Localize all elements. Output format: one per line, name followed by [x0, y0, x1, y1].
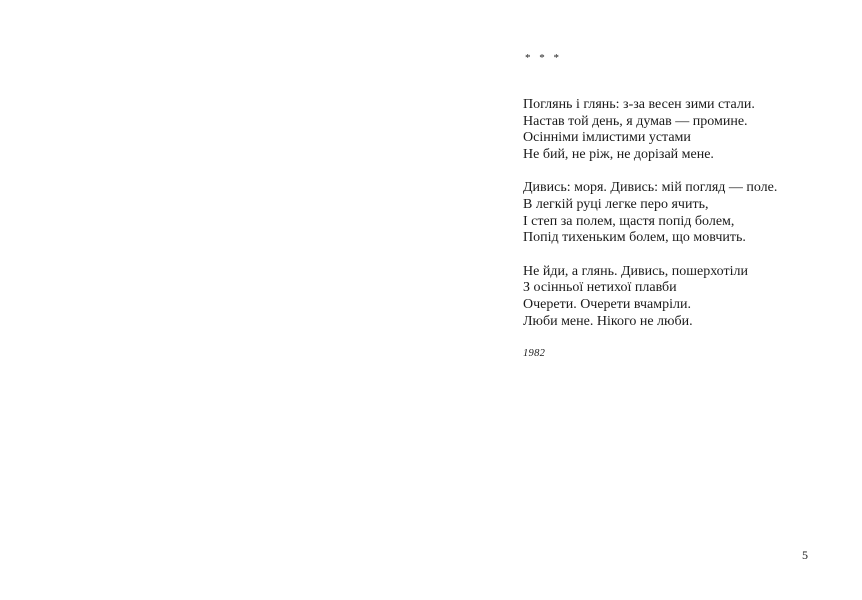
poem-separator: * * * — [525, 52, 562, 64]
poem-line: Настав той день, я думав — промине. — [523, 113, 748, 129]
poem-line: Очерети. Очерети вчамріли. — [523, 296, 691, 312]
stanza-3 — [523, 264, 843, 330]
poem-line: Люби мене. Нікого не люби. — [523, 313, 693, 329]
right-page — [431, 0, 862, 600]
poem — [523, 52, 843, 359]
poem-line: З осінньої нетихої плавби — [523, 280, 677, 296]
poem-line: Дивись: моря. Дивись: мій погляд — поле. — [523, 180, 778, 196]
poem-line: Осінніми імлистими устами — [523, 130, 691, 146]
poem-year: 1982 — [523, 348, 546, 360]
poem-line: Не йди, а глянь. Дивись, пошерхотіли — [523, 263, 748, 279]
stanza-1 — [523, 97, 843, 163]
poem-line: І степ за полем, щастя попід болем, — [523, 213, 735, 229]
poem-line: Поглянь і глянь: з-за весен зими стали. — [523, 97, 755, 112]
poem-line: Не бий, не ріж, не дорізай мене. — [523, 146, 714, 162]
page-number: 5 — [802, 548, 808, 562]
poem-line: Попід тихеньким болем, що мовчить. — [523, 230, 746, 246]
poem-line: В легкій руці легке перо ячить, — [523, 196, 709, 212]
stanza-2 — [523, 180, 843, 246]
